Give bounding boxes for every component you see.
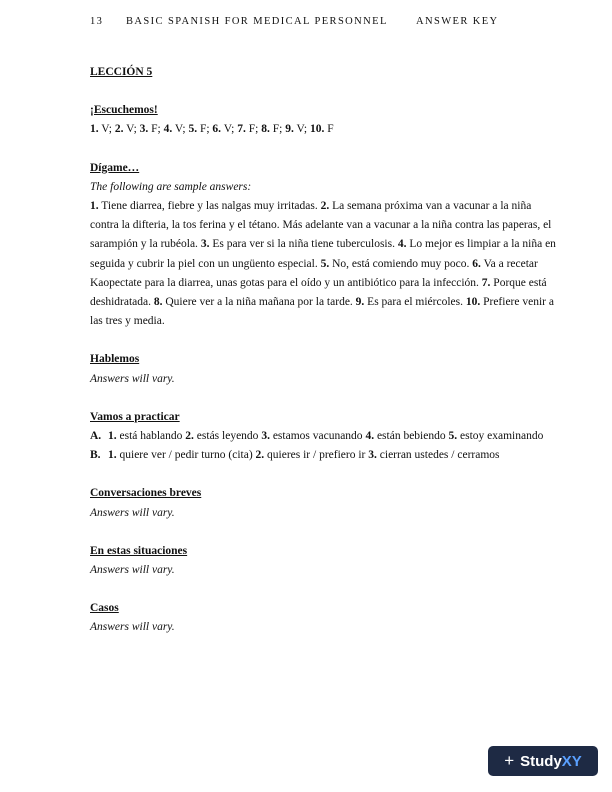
digame-answer: [90, 200, 321, 212]
page-number: 13: [90, 16, 104, 27]
plus-icon: +: [504, 751, 515, 770]
item-number: 5.: [448, 430, 458, 443]
vamos-item: [261, 430, 365, 442]
part-items: [108, 427, 560, 446]
part-label: A.: [90, 430, 102, 443]
escuchemos-title: ¡Escuchemos!: [90, 104, 158, 117]
item-number: 6.: [212, 123, 222, 136]
part-label: B.: [90, 449, 101, 462]
item-number: 5.: [320, 257, 330, 270]
item-number: 8.: [261, 123, 270, 136]
item-text: quiere ver / pedir turno (cita): [116, 449, 256, 462]
item-number: 5.: [188, 123, 198, 136]
vamos-part: [90, 446, 560, 465]
digame-title: Dígame…: [90, 161, 140, 174]
digame-answers: [90, 197, 560, 331]
escuchemos-answer: [285, 123, 310, 135]
vamos-item: [368, 449, 499, 461]
vamos-item: [365, 430, 448, 442]
escuchemos-answer: [212, 123, 237, 135]
item-number: 2.: [114, 123, 124, 136]
item-text: Es para el miércoles.: [364, 296, 466, 309]
vamos-part: [90, 427, 560, 446]
item-number: 3.: [368, 449, 377, 462]
item-text: No, está comiendo muy poco.: [329, 257, 473, 270]
studyxy-badge[interactable]: [488, 746, 598, 776]
digame-answer: [321, 258, 473, 270]
escuchemos-answer: [140, 123, 164, 135]
item-number: 10.: [465, 296, 481, 309]
item-text: estamos vacunando: [269, 430, 366, 443]
item-number: 3.: [261, 430, 270, 443]
casos-note: Answers will vary.: [90, 621, 175, 634]
item-number: 2.: [255, 449, 265, 462]
item-number: 2.: [185, 430, 194, 443]
escuchemos-answer: [310, 123, 334, 135]
item-number: 4.: [365, 430, 375, 443]
badge-text: Study: [520, 752, 562, 770]
item-number: 1.: [108, 430, 117, 443]
conversaciones-note: Answers will vary.: [90, 506, 175, 519]
item-text: estoy examinando: [457, 430, 544, 443]
casos-title: Casos: [90, 602, 119, 615]
item-text: F;: [197, 123, 213, 136]
item-number: 1.: [108, 449, 117, 462]
escuchemos-answer: [237, 123, 261, 135]
item-text: Lo mejor es limpiar a la niña en seguida y cubrir la piel con un ungüento especial.: [90, 238, 556, 270]
item-number: 7.: [481, 276, 491, 289]
item-number: 2.: [320, 200, 330, 213]
escuchemos-answer: [115, 123, 140, 135]
digame-answer: [154, 296, 356, 308]
hablemos-note: Answers will vary.: [90, 372, 175, 385]
item-text: F;: [269, 123, 286, 136]
item-number: 4.: [163, 123, 173, 136]
situaciones-note: Answers will vary.: [90, 564, 175, 577]
vamos-parts: [90, 427, 560, 465]
escuchemos-answer: [261, 123, 285, 135]
vamos-item: [108, 449, 256, 461]
vamos-item: [256, 449, 369, 461]
item-number: 4.: [397, 238, 407, 251]
item-number: 3.: [139, 123, 149, 136]
book-title: BASIC SPANISH FOR MEDICAL PERSONNEL: [126, 16, 388, 27]
item-text: La semana próxima van a vacunar a la niña contra la difteria, la tos ferina y el tétano. Más adelante van a vacunar a la niña contra las paperas, el sarampión y la rubéola.: [90, 200, 552, 251]
item-text: Quiere ver a la niña mañana por la tarde.: [162, 296, 356, 309]
item-text: Prefiere venir a las tres y media.: [90, 296, 554, 328]
digame-answer: [201, 238, 398, 250]
vamos-item: [108, 430, 185, 442]
item-text: estás leyendo: [193, 430, 262, 443]
escuchemos-answer: [164, 123, 189, 135]
item-text: cierran ustedes / cerramos: [376, 449, 500, 462]
item-number: 1.: [90, 200, 99, 213]
section-label: ANSWER KEY: [416, 16, 499, 27]
escuchemos-answers: [90, 120, 560, 139]
item-number: 7.: [237, 123, 246, 136]
item-text: F;: [245, 123, 262, 136]
item-text: quieres ir / prefiero ir: [264, 449, 369, 462]
item-number: 9.: [285, 123, 294, 136]
digame-answer: [356, 296, 466, 308]
item-number: 1.: [90, 123, 99, 136]
item-text: están bebiendo: [374, 430, 449, 443]
badge-accent: XY: [561, 752, 582, 770]
vamos-title: Vamos a practicar: [90, 410, 180, 423]
vamos-item: [448, 430, 543, 442]
item-text: V;: [221, 123, 238, 136]
item-text: V;: [98, 123, 115, 136]
item-text: F: [324, 123, 334, 136]
item-text: Tiene diarrea, fiebre y las nalgas muy irritadas.: [98, 200, 321, 213]
escuchemos-answer: [90, 123, 115, 135]
item-text: V;: [123, 123, 140, 136]
item-number: 6.: [472, 257, 481, 270]
situaciones-title: En estas situaciones: [90, 544, 188, 557]
vamos-item: [185, 430, 261, 442]
item-text: F;: [148, 123, 164, 136]
item-text: está hablando: [116, 430, 186, 443]
lesson-title: LECCIÓN 5: [90, 66, 153, 78]
item-text: V;: [172, 123, 189, 136]
escuchemos-answer: [188, 123, 212, 135]
item-number: 9.: [355, 296, 365, 309]
digame-note: The following are sample answers:: [90, 180, 252, 193]
item-text: Porque está deshidratada.: [90, 276, 547, 309]
item-number: 10.: [310, 123, 325, 136]
part-items: [108, 446, 560, 465]
hablemos-title: Hablemos: [90, 353, 140, 366]
item-text: V;: [293, 123, 311, 136]
page-content: [90, 63, 560, 638]
item-text: Va a recetar Kaopectate para la diarrea, unas gotas para el oído y un antibiótico para la infección.: [90, 257, 538, 289]
item-text: Es para ver si la niña tiene tuberculosis.: [209, 238, 398, 251]
item-number: 3.: [200, 238, 210, 251]
item-number: 8.: [153, 296, 163, 309]
conversaciones-title: Conversaciones breves: [90, 487, 202, 500]
